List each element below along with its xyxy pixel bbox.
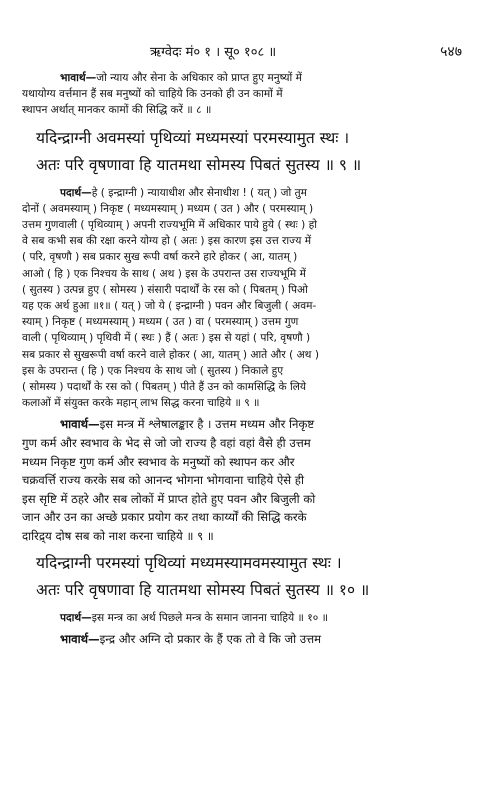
text-line: मध्यम निकृष्ट गुण कर्म और स्वभाव के मनुष्यों को स्थापन कर और bbox=[22, 454, 295, 469]
text-line: कलाओं में संयुक्त करके महान् लाभ सिद्ध करना चाहिये ॥ ९ ॥ bbox=[22, 397, 260, 410]
text-line: जो न्याय और सेना के अधिकार को प्राप्त हुए मनुष्यों में bbox=[96, 72, 302, 84]
text-line: वे सब कभी सब की रक्षा करने योग्य हो ( अतः ) इस कारण इस उत्त राज्य में bbox=[22, 235, 312, 248]
text-line: चक्रवर्त्ति राज्य करके सब को आनन्द भोगना भोगवाना चाहिये ऐसे ही bbox=[22, 473, 304, 488]
text-line: सब प्रकार से सुखरूपी वर्षा करने वाले होकर ( आ, यातम् ) आते और ( अथ ) bbox=[22, 348, 319, 361]
text-line: दोनों ( अवमस्याम् ) निकृष्ट ( मध्यमस्याम् ) मध्यम ( उत ) और ( परमस्याम् ) bbox=[22, 202, 314, 215]
text-line: इस सृष्टि में ठहरे और सब लोकों में प्राप्त होते हुए पवन और बिजुली को bbox=[22, 491, 316, 506]
bhavarth-label: भावार्थ— bbox=[60, 72, 97, 84]
bhavarth-9 bbox=[22, 415, 470, 545]
bhavarth-label: भावार्थ— bbox=[60, 417, 100, 432]
text-line: इस के उपरान्त ( हि ) एक निश्चय के साथ जो ( सुतस्य ) निकाले हुए bbox=[22, 364, 284, 377]
text-line: ( परि, वृषणौ ) सब प्रकार सुख रूपी वर्षा करने हारे होकर ( आ, यातम् ) bbox=[22, 251, 298, 264]
text-line: जान और उन का अच्छे प्रकार प्रयोग कर तथा कार्य्यों की सिद्धि करके bbox=[22, 510, 307, 525]
mantra-line: यदिन्द्राग्नी अवमस्यां पृथिव्यां मध्यमस्यां परमस्यामुत स्थः । bbox=[36, 128, 350, 147]
bhavarth-8 bbox=[22, 70, 470, 119]
text-line: यथायोग्य वर्त्तमान हैं सब मनुष्यों को चाहिये कि उनको ही उन कामों में bbox=[22, 88, 283, 101]
text-line: स्याम् ) निकृष्ट ( मध्यमस्याम् ) मध्यम ( उत ) वा ( परमस्याम् ) उत्तम गुण bbox=[22, 316, 299, 329]
text-line: आओ ( हि ) एक निश्चय के साथ ( अथ ) इस के उपरान्त उस राज्यभूमि में bbox=[22, 267, 306, 280]
mantra-9 bbox=[22, 125, 470, 179]
mantra-line: यदिन्द्राग्नी परमस्यां पृथिव्यां मध्यमस्यामवमस्यामुत स्थः । bbox=[36, 553, 342, 572]
text-line: गुण कर्म और स्वभाव के भेद से जो जो राज्य है वहां वहां वैसे ही उत्तम bbox=[22, 436, 311, 451]
text-line: इस मन्त्र में श्लेषालङ्कार है । उत्तम मध्यम और निकृष्ट bbox=[99, 417, 315, 432]
text-line: ( सोमस्य ) पदार्थों के रस को ( पिबतम् ) पीते हैं उन को कामसिद्धि के लिये bbox=[22, 381, 307, 394]
running-head: ऋग्वेदः मं० १ । सू० १०८ ॥ bbox=[150, 45, 277, 60]
text-line: यह एक अर्थ हुआ ॥१॥ ( यत् ) जो ये ( इन्द्राग्नी ) पवन और बिजुली ( अवम- bbox=[22, 300, 317, 313]
text-line: इन्द्र और अग्नि दो प्रकार के हैं एक तो वे कि जो उत्तम bbox=[99, 631, 322, 646]
text-line: दारिद्र्य दोष सब को नाश करना चाहिये ॥ ९ ॥ bbox=[22, 529, 214, 544]
padarth-9 bbox=[22, 185, 470, 412]
mantra-line: अतः परि वृषणावा हि यातमथा सोमस्य पिबतं सुतस्य ॥ ९ ॥ bbox=[36, 155, 362, 174]
text-line: इस मन्त्र का अर्थ पिछले मन्त्र के समान जानना चाहिये ॥ १० ॥ bbox=[91, 611, 328, 624]
text-line: वाली ( पृथिव्याम् ) पृथिवी में ( स्थः ) हैं ( अतः ) इस से यहां ( परि, वृषणौ ) bbox=[22, 332, 311, 345]
text-line: स्थापन अर्थात् मानकर कामों की सिद्धि करें ॥ ८ ॥ bbox=[22, 104, 212, 117]
page-number: ५४७ bbox=[440, 44, 462, 60]
mantra-line: अतः परि वृषणावा हि यातमथा सोमस्य पिबतं सुतस्य ॥ १० ॥ bbox=[36, 580, 370, 599]
text-line: हे ( इन्द्राग्नी ) न्यायाधीश और सेनाधीश ! ( यत् ) जो तुम bbox=[91, 186, 307, 199]
bhavarth-10 bbox=[22, 630, 470, 649]
padarth-10 bbox=[22, 610, 470, 626]
padarth-label: पदार्थ— bbox=[60, 186, 92, 199]
page-body bbox=[22, 70, 470, 648]
padarth-label: पदार्थ— bbox=[60, 611, 92, 624]
text-line: ( सुतस्य ) उत्पन्न हुए ( सोमस्य ) संसारी पदार्थों के रस को ( पिबतम् ) पिओ bbox=[22, 283, 308, 296]
mantra-10 bbox=[22, 550, 470, 604]
page-header bbox=[22, 42, 470, 62]
bhavarth-label: भावार्थ— bbox=[60, 631, 100, 646]
text-line: उत्तम गुणवाली ( पृथिव्याम् ) अपनी राज्यभूमि में अधिकार पाये हुये ( स्थः ) हो bbox=[22, 219, 317, 232]
